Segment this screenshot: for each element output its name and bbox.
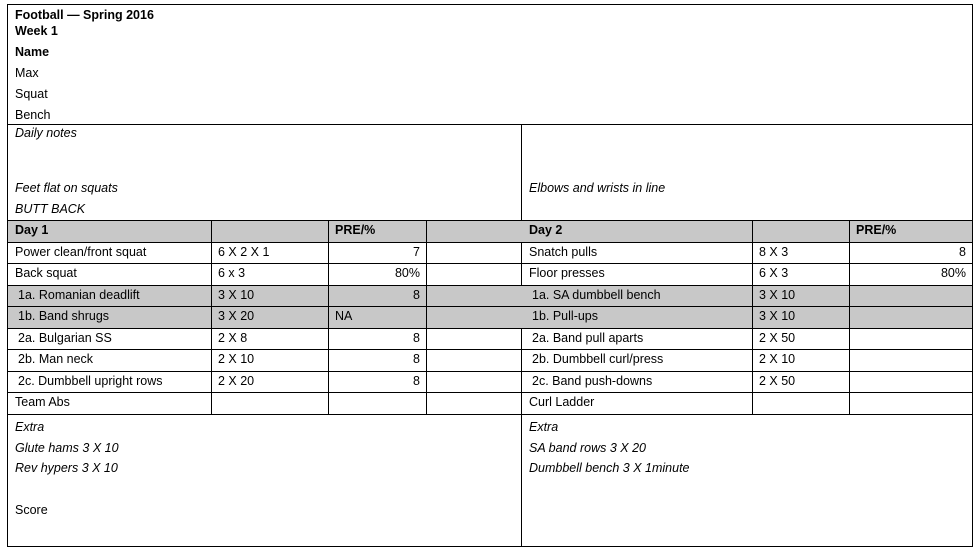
day2-cell bbox=[849, 371, 972, 393]
col-divider bbox=[328, 220, 329, 242]
day2-cell: 8 X 3 bbox=[759, 244, 789, 259]
col-divider bbox=[849, 220, 850, 242]
day1-cell: 1b. Band shrugs bbox=[18, 309, 110, 323]
col-divider bbox=[426, 392, 427, 414]
day2-header-cell: PRE/% bbox=[856, 223, 897, 237]
day1-cell: 80% bbox=[394, 266, 420, 280]
day1-cell bbox=[426, 285, 521, 307]
col-divider bbox=[752, 306, 753, 328]
col-divider bbox=[328, 392, 329, 414]
col-divider bbox=[211, 285, 212, 307]
col-divider bbox=[426, 285, 427, 307]
col-divider bbox=[211, 392, 212, 414]
col-divider bbox=[849, 285, 850, 307]
day1-cell: 6 x 3 bbox=[218, 266, 246, 280]
day1-cell: Power clean/front squat bbox=[15, 244, 147, 259]
day2-cell bbox=[849, 328, 972, 350]
day2-cell bbox=[849, 349, 972, 371]
day2-cell: 2a. Band pull aparts bbox=[532, 330, 644, 345]
col-divider bbox=[211, 220, 212, 242]
divider bbox=[8, 124, 972, 125]
col-divider bbox=[849, 306, 850, 328]
day2-cell: 1a. SA dumbbell bench bbox=[532, 287, 661, 302]
day1-cell: 8 bbox=[413, 287, 420, 302]
col-divider bbox=[328, 349, 329, 371]
col-divider bbox=[426, 242, 427, 264]
day2-cell bbox=[849, 306, 972, 328]
col-divider bbox=[211, 263, 212, 285]
col-divider bbox=[211, 242, 212, 264]
day2-cell: 3 X 10 bbox=[759, 287, 796, 302]
col-divider bbox=[211, 349, 212, 371]
col-divider bbox=[752, 349, 753, 371]
day1-cell bbox=[426, 349, 521, 371]
table-bottom-divider bbox=[8, 414, 972, 415]
col-divider bbox=[426, 349, 427, 371]
score-label: Score bbox=[15, 503, 48, 517]
day1-cell bbox=[211, 392, 328, 414]
week-label: Week 1 bbox=[15, 24, 58, 38]
day1-cell: 8 bbox=[413, 330, 420, 345]
day2-cell: 2b. Dumbbell curl/press bbox=[532, 352, 664, 366]
day2-cell: 2 X 10 bbox=[759, 352, 796, 366]
col-divider bbox=[328, 306, 329, 328]
bench-label: Bench bbox=[15, 108, 51, 122]
squat-label: Squat bbox=[15, 87, 48, 101]
day2-header-cell: Day 2 bbox=[529, 223, 563, 237]
day2-cell bbox=[849, 285, 972, 307]
day2-extra-heading: Extra bbox=[529, 420, 559, 434]
day1-extra-item: Rev hypers 3 X 10 bbox=[15, 461, 118, 475]
col-divider bbox=[211, 328, 212, 350]
sheet-header bbox=[8, 5, 972, 124]
day2-cell: 2 X 50 bbox=[759, 330, 796, 345]
day1-cell bbox=[426, 392, 521, 414]
col-divider bbox=[328, 242, 329, 264]
day2-cell: 1b. Pull-ups bbox=[532, 309, 599, 323]
day1-cell: 8 bbox=[413, 373, 420, 388]
day1-cell bbox=[426, 328, 521, 350]
col-divider bbox=[752, 371, 753, 393]
col-divider bbox=[849, 392, 850, 414]
note-right-1: Elbows and wrists in line bbox=[529, 181, 666, 195]
day1-cell bbox=[426, 263, 521, 285]
day1-cell bbox=[426, 306, 521, 328]
col-divider bbox=[849, 349, 850, 371]
note-left-1: Feet flat on squats bbox=[15, 181, 118, 195]
col-divider bbox=[426, 306, 427, 328]
day1-extra-item: Glute hams 3 X 10 bbox=[15, 441, 119, 455]
name-label: Name bbox=[15, 45, 50, 59]
day1-header-cell: Day 1 bbox=[15, 223, 49, 237]
day1-cell: 2 X 20 bbox=[218, 373, 255, 388]
day1-cell: 3 X 20 bbox=[218, 309, 255, 323]
day1-cell: 3 X 10 bbox=[218, 287, 255, 302]
col-divider bbox=[752, 328, 753, 350]
col-divider bbox=[752, 220, 753, 242]
day1-cell: 2a. Bulgarian SS bbox=[18, 330, 112, 345]
col-divider bbox=[426, 263, 427, 285]
day2-cell: 80% bbox=[940, 266, 966, 280]
col-divider bbox=[328, 328, 329, 350]
col-divider bbox=[328, 285, 329, 307]
day1-header-cell bbox=[426, 220, 521, 242]
day2-extra-item: SA band rows 3 X 20 bbox=[529, 441, 646, 455]
max-label: Max bbox=[15, 66, 39, 80]
day1-cell: 2c. Dumbbell upright rows bbox=[18, 373, 163, 388]
day2-header-cell bbox=[752, 220, 849, 242]
col-divider bbox=[211, 306, 212, 328]
col-divider bbox=[752, 242, 753, 264]
day2-cell bbox=[752, 392, 849, 414]
col-divider bbox=[849, 371, 850, 393]
sheet-title: Football — Spring 2016 bbox=[15, 8, 154, 22]
day1-cell: 7 bbox=[413, 244, 420, 259]
day1-cell: NA bbox=[335, 309, 353, 323]
day2-cell: 8 bbox=[959, 244, 966, 259]
day2-cell: 2c. Band push-downs bbox=[532, 373, 653, 388]
daily-notes-heading: Daily notes bbox=[15, 126, 77, 140]
workout-sheet bbox=[7, 4, 973, 547]
day1-cell: 2 X 10 bbox=[218, 352, 255, 366]
col-divider bbox=[328, 371, 329, 393]
day1-cell: 1a. Romanian deadlift bbox=[18, 287, 140, 302]
day2-cell: Snatch pulls bbox=[529, 244, 598, 259]
col-divider bbox=[752, 392, 753, 414]
note-left-2: BUTT BACK bbox=[15, 202, 86, 216]
day1-header-cell: PRE/% bbox=[335, 223, 376, 237]
col-divider bbox=[849, 242, 850, 264]
day1-header-cell bbox=[211, 220, 328, 242]
day2-cell bbox=[849, 392, 972, 414]
col-divider bbox=[328, 263, 329, 285]
day1-cell bbox=[426, 371, 521, 393]
day1-extra-heading: Extra bbox=[15, 420, 45, 434]
day1-cell bbox=[426, 242, 521, 264]
col-divider bbox=[849, 328, 850, 350]
day1-cell: 2b. Man neck bbox=[18, 352, 94, 366]
day2-cell: Floor presses bbox=[529, 266, 605, 280]
day1-cell bbox=[328, 392, 426, 414]
col-divider bbox=[849, 263, 850, 285]
day1-cell: Team Abs bbox=[15, 395, 70, 409]
col-divider bbox=[426, 328, 427, 350]
col-divider bbox=[426, 371, 427, 393]
day1-cell: Back squat bbox=[15, 266, 77, 280]
day2-cell: 6 X 3 bbox=[759, 266, 789, 280]
day2-cell: 2 X 50 bbox=[759, 373, 796, 388]
col-divider bbox=[211, 371, 212, 393]
col-divider bbox=[426, 220, 427, 242]
day2-cell: Curl Ladder bbox=[529, 395, 595, 409]
col-divider bbox=[752, 263, 753, 285]
day2-extra-item: Dumbbell bench 3 X 1minute bbox=[529, 461, 690, 475]
row-divider bbox=[8, 220, 972, 221]
day1-cell: 2 X 8 bbox=[218, 330, 248, 345]
col-divider bbox=[752, 285, 753, 307]
day1-cell: 6 X 2 X 1 bbox=[218, 244, 270, 259]
day1-cell: 8 bbox=[413, 352, 420, 366]
day2-cell: 3 X 10 bbox=[759, 309, 796, 323]
